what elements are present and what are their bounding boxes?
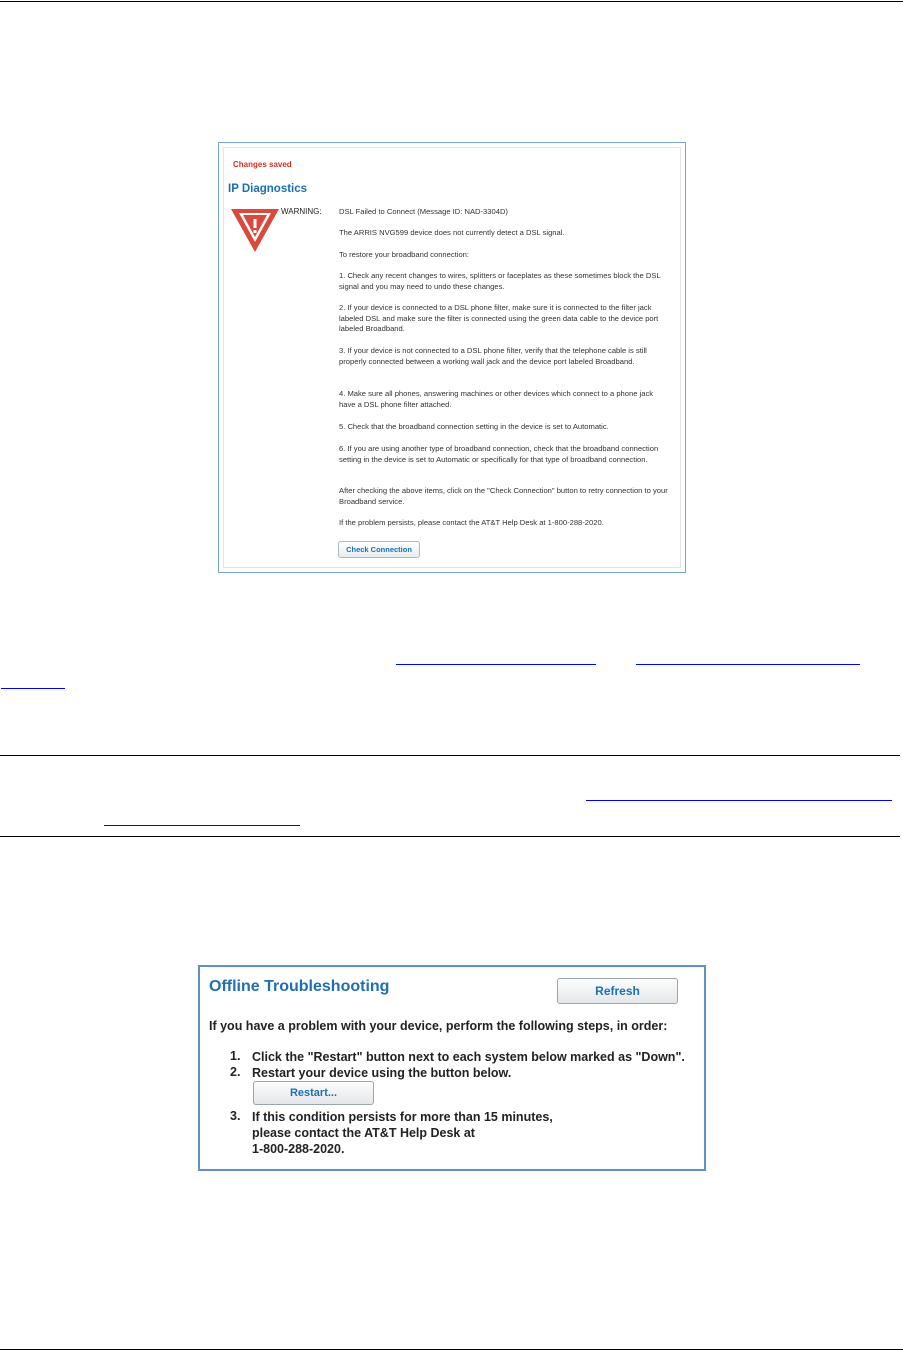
step-number: 2. (230, 1065, 241, 1079)
message-paragraph: The ARRIS NVG599 device does not currently detect a DSL signal. (339, 228, 565, 237)
step-text: Restart your device using the button below. (252, 1066, 512, 1080)
status-message: Changes saved (233, 160, 292, 169)
link-underline[interactable] (1, 688, 65, 689)
yield-warning-icon (230, 207, 280, 253)
link-underline[interactable] (636, 664, 860, 665)
note-bottom-rule (0, 836, 900, 837)
instructions-intro: If you have a problem with your device, perform the following steps, in order: (209, 1019, 668, 1033)
refresh-button[interactable]: Refresh (557, 978, 678, 1004)
message-paragraph: 2. If your device is connected to a DSL phone filter, make sure it is connected to the filter jack labeled DSL and make sure the filter is connected using the green data cable to the device port labeled Broadband. (339, 303, 659, 333)
offline-troubleshooting-panel (198, 965, 706, 1171)
panel-title: IP Diagnostics (228, 183, 308, 195)
link-underline[interactable] (586, 800, 892, 801)
step-number: 3. (230, 1109, 241, 1123)
warning-label: WARNING: (281, 207, 322, 216)
page-top-rule (0, 1, 903, 2)
note-top-rule (0, 755, 900, 756)
link-underline[interactable] (104, 825, 300, 826)
step-number: 1. (230, 1049, 241, 1063)
message-paragraph: 3. If your device is not connected to a DSL phone filter, verify that the telephone cable is still properly connected between a working wall jack and the device port labeled Broadband. (339, 346, 647, 366)
message-paragraph: If the problem persists, please contact the AT&T Help Desk at 1-800-288-2020. (339, 518, 604, 527)
step-text: please contact the AT&T Help Desk at (252, 1126, 475, 1140)
restart-button[interactable]: Restart... (253, 1081, 374, 1105)
check-connection-button[interactable]: Check Connection (338, 541, 420, 558)
message-paragraph: 5. Check that the broadband connection setting in the device is set to Automatic. (339, 422, 609, 431)
message-paragraph: After checking the above items, click on the "Check Connection" button to retry connection to your Broadband service. (339, 486, 668, 506)
step-text: Click the "Restart" button next to each system below marked as "Down". (252, 1050, 685, 1064)
message-paragraph: To restore your broadband connection: (339, 250, 470, 259)
help-desk-number: 1-800-288-2020. (252, 1142, 345, 1156)
message-paragraph: 6. If you are using another type of broadband connection, check that the broadband connection setting in the device is set to Automatic or specifically for that type of broadband connection. (339, 444, 659, 464)
message-paragraph: 4. Make sure all phones, answering machines or other devices which connect to a phone jack have a DSL phone filter attached. (339, 389, 654, 409)
step-text: If this condition persists for more than 15 minutes, (252, 1110, 553, 1124)
ip-diagnostics-panel (218, 142, 686, 573)
error-message: DSL Failed to Connect (Message ID: NAD-3304D) (339, 207, 508, 216)
link-underline[interactable] (396, 664, 596, 665)
panel-title: Offline Troubleshooting (209, 978, 390, 995)
page-bottom-rule (0, 1349, 903, 1350)
message-paragraph: 1. Check any recent changes to wires, splitters or faceplates as these sometimes block the DSL signal and you may need to undo these changes. (339, 271, 661, 291)
